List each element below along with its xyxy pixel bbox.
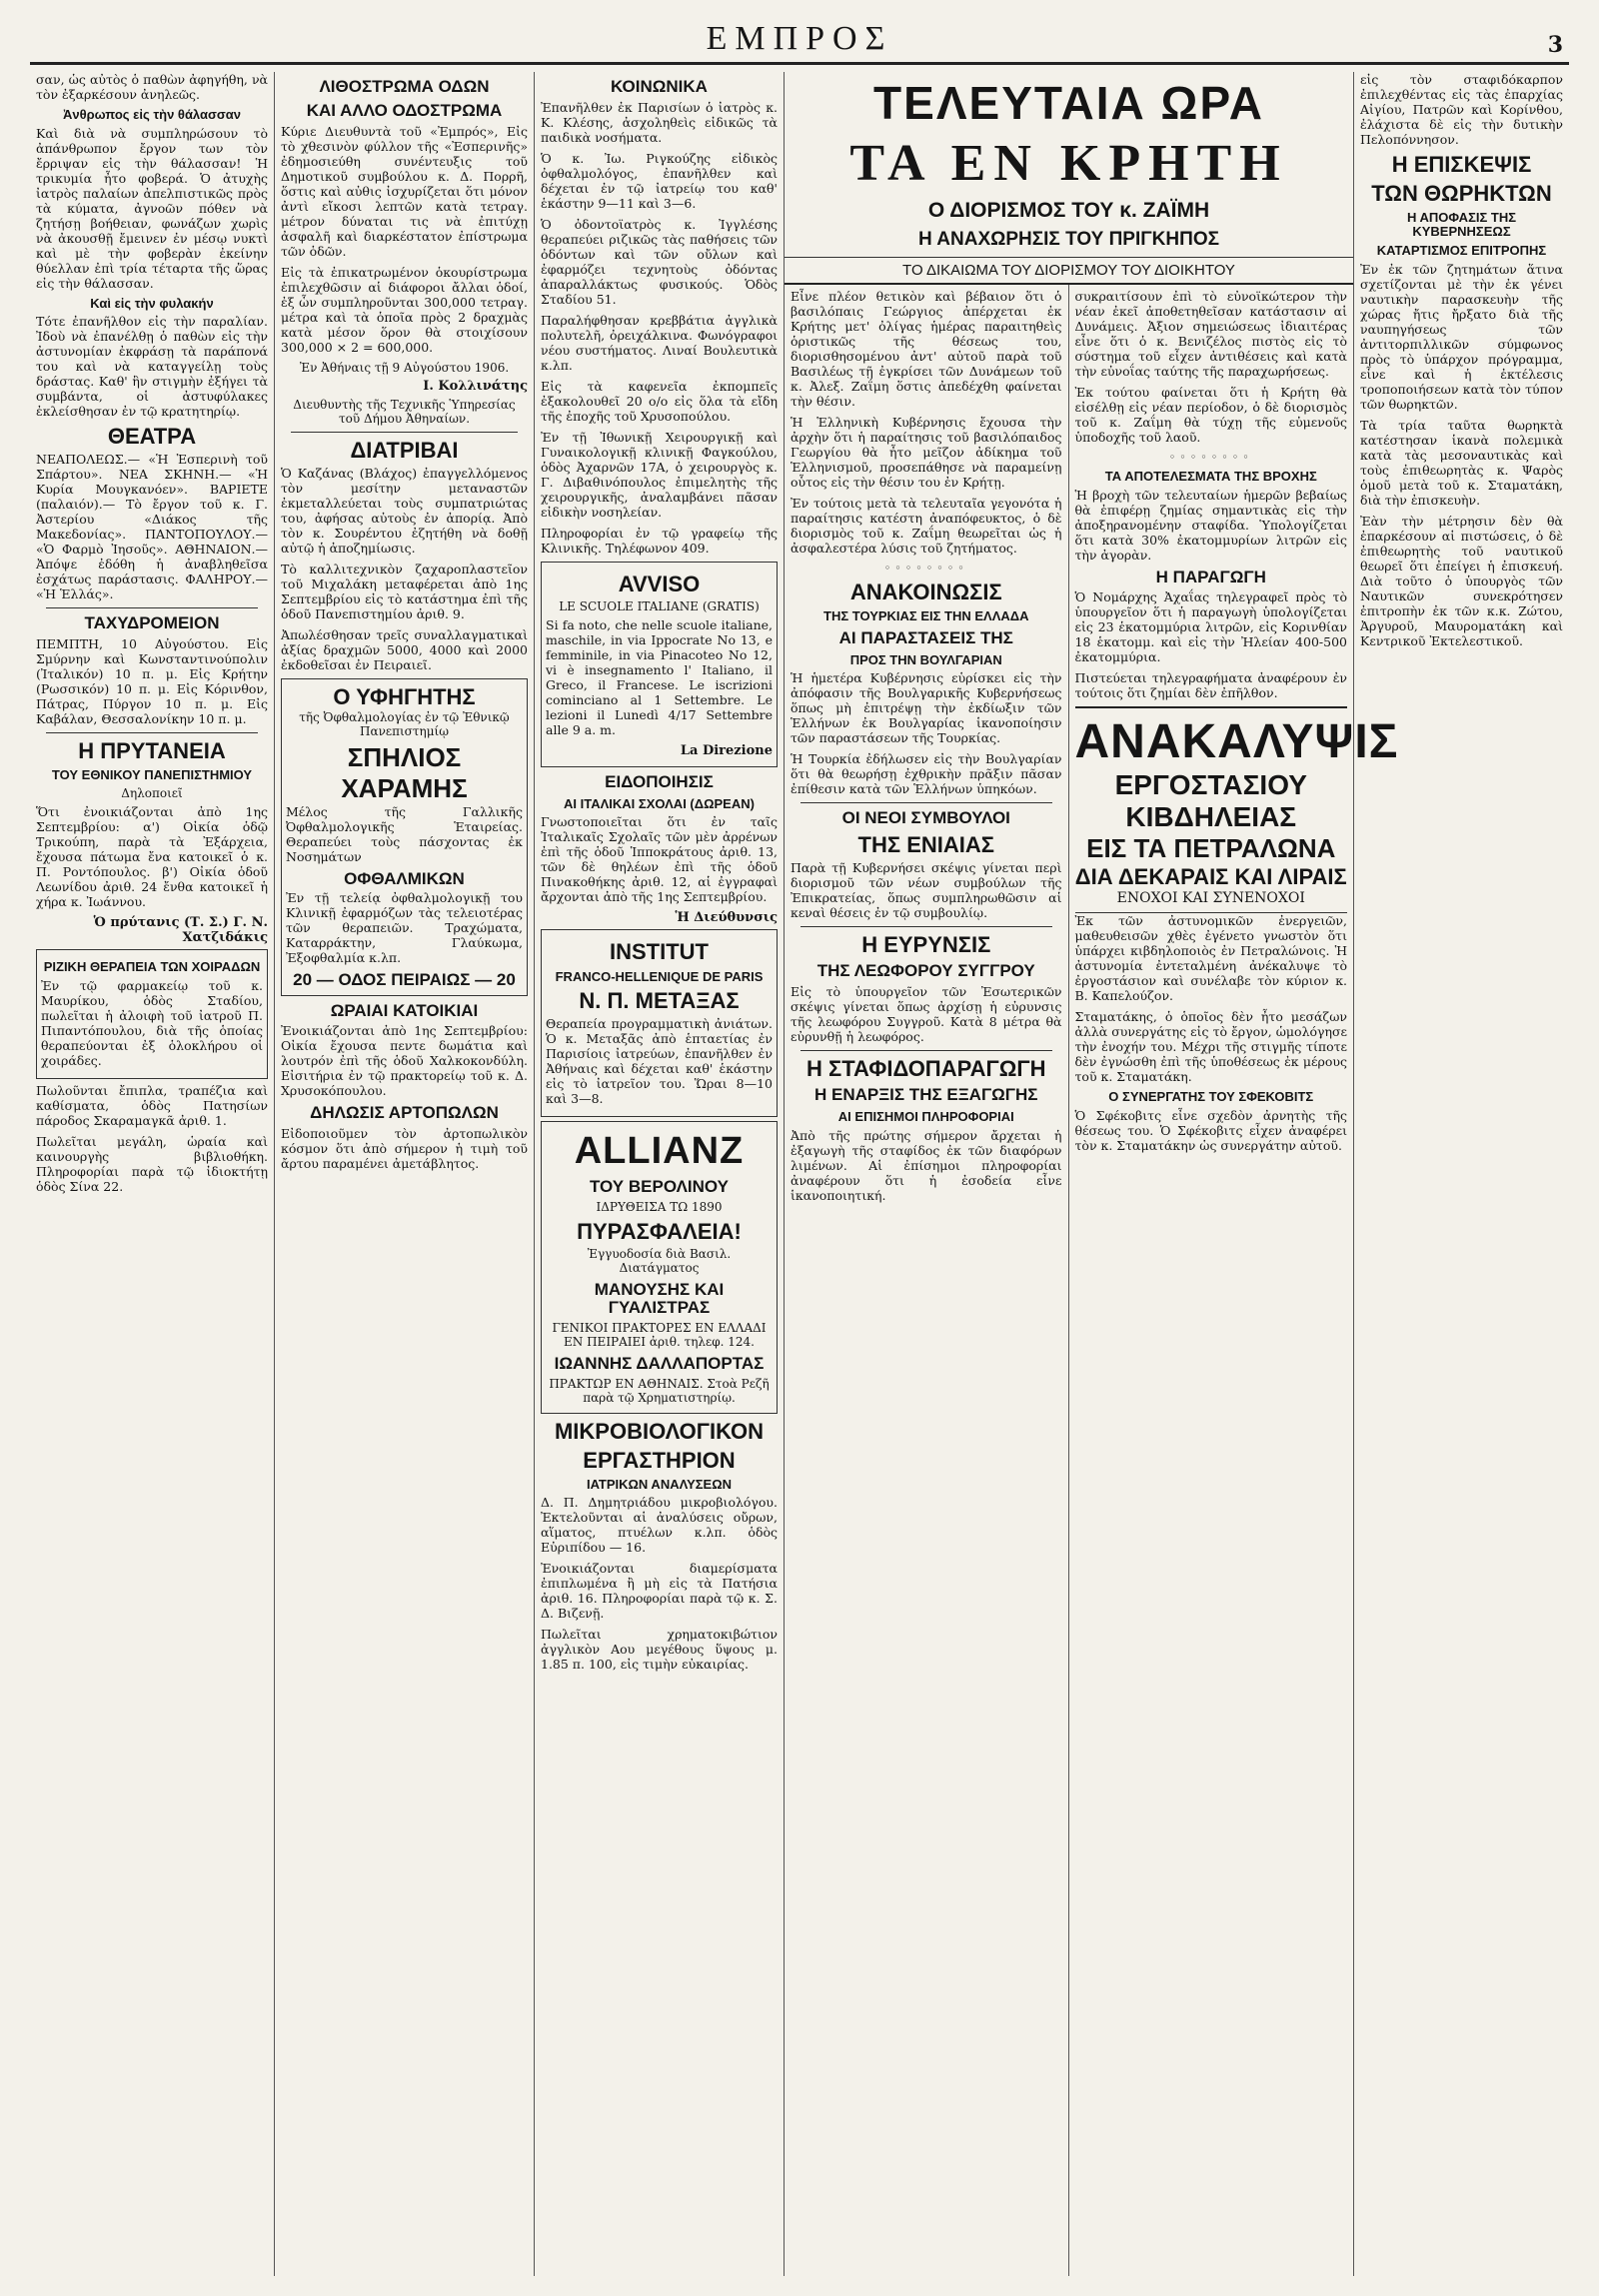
paragraph: Εἶνε πλέον θετικὸν καὶ βέβαιον ὅτι ὁ βασιλόπαις Γεώργιος ἀπέρχεται ἐκ Κρήτης μετ' ὀλίγας ἡμέρας παραιτηθεὶς ὁριστικῶς τῆς θέσεως του, διορισθησομένου ἀντ' αὐτοῦ παρὰ τοῦ Βασιλέως τῇ ἐγκρίσει τῶν Δυνάμεων τοῦ κ. Ἀλεξ. Ζαΐμη ὅστις ἀπεδέχθη φαίνεται τὴν θέσιν.: [791, 289, 1062, 409]
headline-departure: Η ΑΝΑΧΩΡΗΣΙΣ ΤΟΥ ΠΡΙΓΚΗΠΟΣ: [917, 229, 1220, 250]
advert-name: ΧΑΡΑΜΗΣ: [341, 772, 468, 803]
headline-coins: ΔΙΑ ΔΕΚΑΡΑΙΣ ΚΑΙ ΛΙΡΑΙΣ: [1074, 864, 1347, 890]
section-heading-theatre: ΘΕΑΤΡΑ: [107, 424, 197, 450]
paragraph: Ἐνοικιάζονται ἀπὸ 1ης Σεπτεμβρίου: Οἰκία ἔχουσα πεντε δωμάτια καὶ λουτρόν ἐπὶ τῆς ὁδοῦ Χαλκοκονδύλη. Εἰσιτήρια ἐν τῷ πρακτορείῳ τοῦ κ. Δ. Χρυσοκόπουλου.: [281, 1023, 528, 1099]
advert-heading: INSTITUT: [610, 939, 709, 965]
classified: Πωλεῖται χρηματοκιβώτιον ἀγγλικὸν Αου μεγέθους ὕψους μ. 1.85 π. 100, εἰς τιμὴν εὐκαιρίας.: [541, 1627, 778, 1673]
paragraph: Εἰς τὸ ὑπουργεῖον τῶν Ἐσωτερικῶν σκέψις γίνεται ὅπως ἀρχίσῃ ἡ εὐρυνσις τῆς λεωφόρου Συγγροῦ. Κατὰ 8 μέτρα θὰ εὐρυνθῇ ἡ λεωφόρος.: [791, 984, 1062, 1045]
paragraph: Τὸ καλλιτεχνικὸν ζαχαροπλαστεῖον τοῦ Μιχαλάκη μεταφέρεται ἀπὸ 1ης Σεπτεμβρίου εἰς τὸ κατάστημα ἐπὶ τῆς ὁδοῦ Πανεπιστημίου ἀριθ. 9.: [281, 561, 528, 621]
subheading: Ἀνθρωπος εἰς τὴν θάλασσαν: [62, 107, 242, 122]
article-heading: ΑΝΑΚΟΙΝΩΣΙΣ: [849, 579, 1002, 604]
advert-note: ΓΕΝΙΚΟΙ ΠΡΑΚΤΟΡΕΣ ΕΝ ΕΛΛΑΔΙ ΕΝ ΠΕΙΡΑΙΕΙ ἀριθ. τηλεφ. 124.: [552, 1320, 767, 1349]
paragraph: Παρὰ τῇ Κυβερνήσει σκέψις γίνεται περὶ διορισμοῦ τῶν νέων συμβούλων τῆς Ἐπικρατείας, ὅπως συμπληρωθῶσιν αἱ κεναὶ θέσεις ἐν τῷ συμβουλίῳ.: [791, 860, 1062, 921]
signature: Ἡ Διεύθυνσις: [675, 910, 778, 926]
paragraph: Ἡ Τουρκία ἐδήλωσεν εἰς τὴν Βουλγαρίαν ὅτι θὰ θεωρήσῃ ἐχθρικὴν πρᾶξιν πᾶσαν ἐπίθεσιν κατὰ τῶν Ἑλλήνων ὑπηκόων.: [791, 751, 1062, 797]
advert-heading: ΕΙΔΟΠΟΙΗΣΙΣ: [605, 771, 714, 791]
paragraph: Ὁ κ. Ἰω. Ριγκούζης εἰδικὸς ὀφθαλμολόγος, ἐπανῆλθεν καὶ δέχεται ἐν τῷ ἰατρείῳ του καθ' ἑκάστην 9—11 καὶ 3—6.: [541, 150, 778, 211]
section-heading: ΔΙΑΤΡΙΒΑΙ: [350, 437, 459, 463]
article-heading: ΟΙ ΝΕΟΙ ΣΥΜΒΟΥΛΟΙ: [841, 808, 1010, 828]
paragraph: Παραλήφθησαν κρεββάτια ἀγγλικὰ πολυτελῆ, ὀρειχάλκινα. Φωνόγραφοι νέου συστήματος. Λιναί Βουλευτικὰ κ.λπ.: [541, 312, 778, 373]
article-subheading: Η ΑΠΟΦΑΣΙΣ ΤΗΣ ΚΥΒΕΡΝΗΣΕΩΣ: [1406, 210, 1517, 239]
signature: Ὁ πρύτανις (Τ. Σ.) Γ. Ν. Χατζιδάκις: [93, 914, 268, 945]
advert-name: ΣΠΗΛΙΟΣ: [347, 741, 462, 772]
advert-heading: ΠΥΡΑΣΦΑΛΕΙΑ!: [577, 1218, 742, 1244]
advert-subheading: ΙΑΤΡΙΚΩΝ ΑΝΑΛΥΣΕΩΝ: [586, 1476, 733, 1492]
article-heading: ΤΑ ΑΠΟΤΕΛΕΣΜΑΤΑ ΤΗΣ ΒΡΟΧΗΣ: [1104, 469, 1317, 484]
paragraph: Ἡ Ἑλληνικὴ Κυβέρνησις ἔχουσα τὴν ἀρχὴν ὅτι ἡ παραίτησις τοῦ βασιλόπαιδος Γεωργίου θὰ ἦτο μεῖζον ἀδίκημα τοῦ Ἑλληνισμοῦ, προσεπάθησε νὰ παραμείνῃ οὗτος εἰς τὴν θέσιν του ἐν Κρήτῃ.: [791, 415, 1062, 490]
divider: [800, 802, 1052, 803]
paragraph: Ἐκ τούτου φαίνεται ὅτι ἡ Κρήτη θὰ εἰσέλθῃ εἰς νέαν περίοδον, ὁ δὲ διορισμὸς τοῦ κ. Ζαΐμη θὰ τύχῃ τῆς εὐμενοῦς ὑποδοχῆς τοῦ λαοῦ.: [1074, 385, 1347, 445]
divider: [46, 732, 258, 733]
columns: [30, 72, 1569, 2276]
paragraph: Θεραπεία προγραμματικὴ ἀνιάτων. Ὁ κ. Μεταξᾶς ἀπὸ ἑπταετίας ἐν Παρισίοις ἰατρεύων, ἐπανῆλθεν ἐν Ἀθήναις καὶ δέχεται καθ' ἑκάστην εἰς τὸ ἰατρεῖον του. Ὥραι 8—10 καὶ 3—8.: [546, 1016, 773, 1107]
advert-heading: ΔΗΛΩΣΙΣ ΑΡΤΟΠΩΛΩΝ: [310, 1103, 499, 1123]
paragraph: συκραιτίσουν ἐπὶ τὸ εὐνοϊκώτερον τὴν νέαν ἐκεῖ ἀποθετηθεῖσαν κατάστασιν αἱ Δυνάμεις. Ἀξιον σημειώσεως ἰδιαιτέρας εἶνε ὅτι ὁ κ. Βενιζέλος πιστὸς εἰς τὸ σύστημα τοῦ εἶχεν ἀντιθέσεις καὶ κατὰ τὴν εὐνοΐας ταύτης τῆς παραχωρήσεως.: [1074, 289, 1347, 379]
advert-box: [541, 929, 778, 1117]
article-heading: Η ΕΥΡΥΝΣΙΣ: [861, 932, 991, 958]
article-heading: Η ΣΤΑΦΙΔΟΠΑΡΑΓΩΓΗ: [806, 1056, 1046, 1082]
advert-subheading: τῆς Ὀφθαλμολογίας ἐν τῷ Ἐθνικῷ Πανεπιστημίῳ: [299, 709, 510, 738]
paragraph: Ὁ ὀδοντοϊατρὸς κ. Ἰγγλέσης θεραπεύει ριζικῶς τὰς παθήσεις τῶν ὀδόντων καὶ τῶν οὔλων καὶ ἐφαρμόζει τεχνητοὺς ὀδόντας ἀπαραλλάκτως φυσικούς. Ὁδὸς Σταδίου 51.: [541, 216, 778, 307]
main-headline-banner: [785, 72, 1353, 285]
divider: [291, 432, 518, 433]
headline-right: ΤΟ ΔΙΚΑΙΩΜΑ ΤΟΥ ΔΙΟΡΙΣΜΟΥ ΤΟΥ ΔΙΟΙΚΗΤΟΥ: [785, 257, 1353, 279]
paragraph: Εἰς τὰ ἐπικατρωμένον ὁκουρίστρωμα ἐπιλεχθῶσιν αἱ διάφοροι ἄλλαι ὁδοί, ἐξ ὧν συμπληροῦνται 300,000 τετραγ. μέτρα καὶ τὰ ὁποῖα πρὸς 2 δραχμὰς κατὰ μέσον ὅρον θὰ στοιχίσουν 300,000 × 2 = 600,000.: [281, 264, 528, 355]
signature: Ι. Κολλινάτης: [423, 378, 528, 394]
paragraph: Ἡ βροχὴ τῶν τελευταίων ἡμερῶν βεβαίως θὰ ἐπιφέρῃ ζημίας σημαντικὰς εἰς τὴν ἀποξηρανομένην σταφίδα. Ὑπολογίζεται ὅτι κατὰ 30% ἐκατομμυρίων λιτρῶν εἰς τὴν ἀγορὰν.: [1074, 487, 1347, 563]
paragraph: σαν, ὡς αὐτὸς ὁ παθὼν ἀφηγήθη, νὰ τὸν ἐξαρκέσουν ἀνηλεῶς.: [36, 72, 268, 102]
article-subheading: Η ΕΝΑΡΞΙΣ ΤΗΣ ΕΞΑΓΩΓΗΣ: [813, 1085, 1038, 1105]
advert-box: [281, 678, 528, 996]
paragraph: εἰς τὸν σταφιδόκαρπον ἐπιλεχθέντας εἰς τὰς ἐπαρχίας Αἰγίου, Πατρῶν καὶ Κορίνθου, ἐλάχιστα δὲ εἰς τὴν δυτικὴν Πελοπόννησον.: [1360, 72, 1563, 147]
article-heading: Ο ΣΥΝΕΡΓΑΤΗΣ ΤΟΥ ΣΦΕΚΟΒΙΤΣ: [1108, 1089, 1314, 1105]
notice-subheading: ΤΟΥ ΕΘΝΙΚΟΥ ΠΑΝΕΠΙΣΤΗΜΙΟΥ: [51, 767, 253, 783]
paragraph: Πιστεύεται τηλεγραφήματα ἀναφέρουν ἐν τούτοις ὅτι ζημίαι δὲν ἐπῆλθον.: [1074, 670, 1347, 701]
advert-subheading: ΑΙ ΙΤΑΛΙΚΑΙ ΣΧΟΛΑΙ (ΔΩΡΕΑΝ): [564, 795, 755, 811]
article-subheading: ΠΡΟΣ ΤΗΝ ΒΟΥΛΓΑΡΙΑΝ: [849, 651, 1002, 667]
paragraph: Πληροφορίαι ἐν τῷ γραφείῳ τῆς Κλινικῆς. Τηλέφωνον 409.: [541, 525, 778, 556]
article-heading: ΤΗΣ ΕΝΙΑΙΑΣ: [857, 832, 994, 858]
paragraph: Ἐν τῷ φαρμακείῳ τοῦ κ. Μαυρίκου, ὁδὸς Σταδίου, πωλεῖται ἡ ἀλοιφὴ τοῦ ἰατροῦ Π. Πιπαντόπουλου, διὰ τῆς ὁποίας θεραπεύονται ἐξ ὁλοκλήρου οἱ χοιράδες.: [41, 977, 263, 1068]
paragraph: Τὰ τρία ταῦτα θωρηκτὰ κατέστησαν ἱκανὰ πολεμικὰ κατὰ τὰς μεσοναυτικὰς καὶ τοὺς ἐπιθεωρητὰς κ. Ψαρὸς ὁμοῦ μετὰ τοῦ κ. Σταματάκη, διὰ τὴν ἐπισκευὴν.: [1360, 418, 1563, 509]
article-heading: ΛΙΘΟΣΤΡΩΜΑ ΟΔΩΝ: [319, 77, 490, 96]
paragraph: Ἀπωλέσθησαν τρεῖς συναλλαγματικαὶ ἀξίας δραχμῶν 5000, 4000 καὶ 2000 ἐκδοθεῖσαι ἐν Πειραιεῖ.: [281, 626, 528, 672]
paragraph: Μέλος τῆς Γαλλικῆς Ὀφθαλμολογικῆς Ἑταιρείας. Θεραπεύει τοὺς πάσχοντας ἐκ Νοσημάτων: [286, 803, 523, 864]
theatre-listings: ΝΕΑΠΟΛΕΩΣ.— «Ἡ Ἑσπερινὴ τοῦ Σπάρτου». ΝΕΑ ΣΚΗΝΗ.— «Ἡ Κυρία Μουγκανόεν». ΒΑΡΙΕΤΕ (παλαιόν).— Τὸ ἔργον τοῦ κ. Γ. Ἀστερίου «Διάκος τῆς Μακεδονίας». ΠΑΝΤΟΠΟΥΛΟΥ.— «Ὁ Φαρμὸ Ἰησοῦς». ΑΘΗΝΑΙΟΝ.— Ἀπόψε ἐδόθη ἡ ἀναβληθεῖσα ἐσχάτως παράστασις. ΦΑΛΗΡΟΥ.— «Ἡ Ἑλλάς».: [36, 452, 268, 602]
article-heading: ΤΩΝ ΘΩΡΗΚΤΩΝ: [1371, 181, 1552, 207]
signature: La Direzione: [680, 742, 773, 758]
advert-heading: AVVISO: [618, 571, 701, 596]
paragraph: Ὁ Καζάνας (Βλάχος) ἐπαγγελλόμενος τὸν μεσίτην μεταναστῶν ἐκμεταλλεύεται τοὺς συμπατριώτας του, ἀφήσας αὐτοὺς ἐν ἀπορίᾳ. Ἀπὸ τὸν κ. Σουρέντου ἐζητήθη νὰ δοθῇ αὐτῷ ἡ ἀποζημίωσις.: [281, 465, 528, 556]
paragraph: Ὅτι ἐνοικιάζονται ἀπὸ 1ης Σεπτεμβρίου: α') Οἰκία ὁδῷ Τρικούπη, παρὰ τὰ Ἐξάρχεια, ἔχουσα πάτωμα ἔνα κατοικεῖ ὁ κ. Π. Ροντόπουλος. β') Οἰκία ὁδοῦ Λεωνίδου ἀριθ. 24 ἔνθα κατοικεῖ ἡ χήρα κ. Ἰωάννου.: [36, 803, 268, 909]
divider: [800, 926, 1052, 927]
paragraph: Ἐν ἐκ τῶν ζητημάτων ἅτινα σχετίζονται μὲ τὴν ἐκ γένει ναυτικὴν παρασκευὴν τῆς χώρας ἤτις ἤρξατο διὰ τῆς ναυπηγήσεως τῶν ἀντιτορπιλλικῶν σύμφωνος πρὸς τὸ ὑπάρχον πρόγραμμα, εἶνε καὶ ἡ ἐκτέλεσις τροποποιήσεων κατὰ τὸν τύπον τῶν θωρηκτῶν.: [1360, 262, 1563, 413]
advert-box: [541, 562, 778, 767]
article-subheading: ΤΗΣ ΛΕΩΦΟΡΟΥ ΣΥΓΓΡΟΥ: [816, 961, 1035, 981]
paragraph: Σταματάκης, ὁ ὁποῖος δὲν ἦτο μεσάζων ἀλλὰ συνεργάτης εἰς τὸ ἔργον, ὡμολόγησε τὴν ἐνοχήν του. Μέχρι τῆς στιγμῆς τίποτε δὲν ἐγνώσθη ἐπὶ τῆς ὑποθέσεως ἐκ μέρους τοῦ κ. Σταματάκη.: [1074, 1009, 1347, 1085]
headline-counterfeit: ΕΡΓΟΣΤΑΣΙΟΥ ΚΙΒΔΗΛΕΙΑΣ: [1114, 769, 1307, 833]
headline-appointment: Ο ΔΙΟΡΙΣΜΟΣ ΤΟΥ κ. ΖΑΪΜΗ: [927, 199, 1210, 222]
advert-heading: ΕΡΓΑΣΤΗΡΙΟΝ: [583, 1447, 736, 1473]
paragraph: Ἐν τῇ τελείᾳ ὀφθαλμολογικῇ του Κλινικῇ ἐφαρμόζων τὰς τελειοτέρας τῶν θεραπειῶν. Τραχώματα, Καταρράκτην, Γλαύκωμα, Ἐξοφθαλμία κ.λπ.: [286, 889, 523, 965]
advert-subheading: FRANCO-HELLENIQUE DE PARIS: [555, 968, 764, 984]
notice-heading: Η ΠΡΥΤΑΝΕΙΑ: [78, 738, 226, 764]
column-3: [535, 72, 785, 2276]
paragraph: Κύριε Διευθυντὰ τοῦ «Ἐμπρός», Εἰς τὸ χθεσινὸν φύλλον τῆς «Ἐσπερινῆς» ἐδημοσιεύθη συνέντευξις τοῦ Δημοτικοῦ συμβούλου κ. Δ. Πορρῆ, ὅστις καὶ αὐθις ἰσχυρίζεται ὅτι μόνον ἀντὶ εἴκοσι λεπτῶν κατὰ τετραγ. μέτρον δύναται τις νὰ ἐπιτύχῃ ἀσφαλῆ καὶ διαρκέστατον ἐπίστρωμα τῶν ὁδῶν.: [281, 123, 528, 259]
classified: Πωλεῖται μεγάλη, ὡραία καὶ καινουργὴς βιβλιοθήκη. Πληροφορίαι παρὰ τῷ ἰδιοκτήτῃ ὁδὸς Σίνα 22.: [36, 1133, 268, 1194]
dateline: Ἐν Ἀθήναις τῇ 9 Αὐγούστου 1906.: [299, 360, 510, 375]
paragraph: Si fa noto, che nelle scuole italiane, maschile, in via Ippocrate No 13, e femminile, in via Pinacoteo No 12, vi è insegnamento l' Italiano, il Greco, il Francese. Le iscrizioni cominciano al 1 Settembre. Le lezioni il Lunedì 4/17 Settembre alle 9 a. m.: [546, 616, 773, 737]
classified: Ἐνοικιάζονται διαμερίσματα ἐπιπλωμένα ἢ μὴ εἰς τὰ Πατήσια ἀριθ. 16. Πληροφορίαι παρὰ τῷ κ. Σ. Δ. Βιζενῇ.: [541, 1561, 778, 1622]
article-heading: Η ΠΑΡΑΓΩΓΗ: [1155, 567, 1266, 586]
advert-note: ΠΡΑΚΤΩΡ ΕΝ ΑΘΗΝΑΙΣ. Στοὰ Ρεζῆ παρὰ τῷ Χρηματιστηρίῳ.: [549, 1376, 770, 1405]
advert-address: 20 — ΟΔΟΣ ΠΕΙΡΑΙΩΣ — 20: [293, 969, 516, 989]
article-subheading: ΤΗΣ ΤΟΥΡΚΙΑΣ ΕΙΣ ΤΗΝ ΕΛΛΑΔΑ: [823, 608, 1029, 624]
paragraph: Ἐπανῆλθεν ἐκ Παρισίων ὁ ἰατρὸς κ. Κ. Κλέσης, ἀσχοληθεὶς εἰδικῶς τὰ παιδικὰ νοσήματα.: [541, 99, 778, 145]
advert-box: [541, 1121, 778, 1413]
signature-title: Διευθυντὴς τῆς Τεχνικῆς Ὑπηρεσίας τοῦ Δήμου Ἀθηναίων.: [293, 397, 516, 426]
paragraph: Ὁ Νομάρχης Ἀχαΐας τηλεγραφεῖ πρὸς τὸ ὑπουργεῖον ὅτι ἡ παραγωγὴ ὑπολογίζεται εἰς 23 ἑκατομμύρια λιτρῶν, εἰς Κορινθίαν 18 ἑκατομμ. καὶ εἰς τὴν Ἠλείαν 400-500 ἐκατομμύρια.: [1074, 589, 1347, 665]
news-split: [785, 285, 1399, 2276]
column-5: [1069, 285, 1399, 2276]
headline-petralona: ΕΙΣ ΤΑ ΠΕΤΡΑΛΩΝΑ: [1086, 833, 1336, 864]
headline-accomplices: ΕΝΟΧΟΙ ΚΑΙ ΣΥΝΕΝΟΧΟΙ: [1116, 890, 1305, 907]
paragraph: Ἐν τούτοις μετὰ τὰ τελευταῖα γεγονότα ἡ παραίτησις κατέστη ἀναπόφευκτος, ὁ δὲ διορισμὸς τοῦ κ. Ζαΐμη θεωρεῖται ὡς ἡ ἀσφαλεστέρα λύσις τοῦ ζητήματος.: [791, 496, 1062, 556]
section-heading-post: ΤΑΧΥΔΡΟΜΕΙΟΝ: [84, 613, 220, 633]
column-2: [275, 72, 535, 2276]
advert-heading: ΜΙΚΡΟΒΙΟΛΟΓΙΚΟΝ: [554, 1418, 765, 1444]
headline-crete: ΤΑ ΕΝ ΚΡΗΤΗ: [849, 135, 1288, 192]
advert-heading: ΡΙΖΙΚΗ ΘΕΡΑΠΕΙΑ ΤΩΝ ΧΟΙΡΑΔΩΝ: [43, 958, 261, 974]
paragraph: Ἀπὸ τῆς πρώτης σήμερον ἄρχεται ἡ ἐξαγωγὴ τῆς σταφίδος ἐκ τῶν διαφόρων λιμένων. Αἱ ἐπίσημοι πληροφορίαι ἀναφέρουν ὅτι ἡ ἐσοδεία εἶνε ἱκανοποιητική.: [791, 1127, 1062, 1203]
paragraph: Καὶ διὰ νὰ συμπληρώσουν τὸ ἀπάνθρωπον ἔργον των τὸν ἔρριψαν εἰς τὴν θάλασσαν! Ἡ τρικυμία ἦτο φοβερά. Ὁ ἀτυχὴς ἰατρὸς παλαίων ἀπελπιστικῶς πρὸς τὰ κύματα, ἀγνοῶν πόθεν νὰ ζητήσῃ βοήθειαν, φωνάζων χωρὶς νὰ ἀκουσθῇ ἔμεινεν ἐν μέσῳ νυκτὶ καὶ μὲ τὴν φοβερὰν ἐκείνην θύελλαν ἐπὶ τρία τέταρτα τῆς ὥρας εἰς τὴν θάλασσαν.: [36, 125, 268, 291]
paragraph: Εἰδοποιοῦμεν τὸν ἀρτοπωλικὸν κόσμον ὅτι ἀπὸ σήμερον ἡ τιμὴ τοῦ ἄρτου παραμένει ἀμετάβλητος.: [281, 1126, 528, 1172]
article-subheading: ΑΙ ΕΠΙΣΗΜΟΙ ΠΛΗΡΟΦΟΡΙΑΙ: [837, 1109, 1014, 1125]
divider: [46, 607, 258, 608]
paragraph: Τότε ἐπανῆλθον εἰς τὴν παραλίαν. Ἰδοὺ νὰ ἐπανέλθῃ ὁ παθὼν εἰς τὴν ἀστυνομίαν ἐκφράσῃ τὰ παράπονά του καὶ νὰ καταγγείλῃ τοὺς δράστας. Καθ' ἣν στιγμὴν ἐξήγει τὰ συμβάντα, οἱ ἀστυφύλακες ἐκλείσθησαν ἐν τῷ κρατητηρίῳ.: [36, 314, 268, 420]
advert-box: [36, 949, 268, 1079]
advert-name: ΙΩΑΝΝΗΣ ΔΑΛΛΑΠΟΡΤΑΣ: [554, 1353, 765, 1373]
advert-heading: ΟΦΘΑΛΜΙΚΩΝ: [344, 868, 465, 888]
page-number: 3: [1547, 32, 1563, 58]
paragraph: Εἰς τὰ καφενεῖα ἐκπομπεῖς ἐξακολουθεῖ 20 ο/ο εἰς ὅλα τὰ εἴδη τῆς ἐποχῆς τοῦ Χρυσοπούλου.: [541, 378, 778, 424]
subheading: Καὶ εἰς τὴν φυλακήν: [90, 295, 214, 311]
notice-subheading: Δηλοποιεῖ: [121, 785, 183, 800]
section-heading: ΚΟΙΝΩΝΙΚΑ: [611, 77, 708, 96]
classified: Πωλοῦνται ἔπιπλα, τραπέζια καὶ καθίσματα, ὁδὸς Πατησίων πάροδος Σκαραμαγκᾶ ἀριθ. 1.: [36, 1082, 268, 1128]
paragraph: Ἐν τῇ Ἰθωνικῇ Χειρουργικῇ καὶ Γυναικολογικῇ κλινικῇ Φαγκούλου, ὁδὸς Ἀχαρνῶν 17Α, ὁ χειρουργὸς κ. Γ. Διβαθινόπουλος ἐπιμελητὴς τῆς χειρουργικῆς, ἀναλαμβάνει πᾶσαν εἰδικὴν νοσηλείαν.: [541, 429, 778, 520]
paragraph: Ἐὰν τὴν μέτρησιν δὲν θὰ ἐπαρκέσουν αἱ πιστώσεις, ὁ δὲ ἐπιθεωρητὴς τοῦ ναυτικοῦ θεωρεῖ ὅτι ἐπείγει ἡ ἐπισκευή. Διὰ τοῦτο ὁ ὑπουργὸς τῶν Ναυτικῶν συνεκρότησεν ἐπιτροπὴν ἐκ τῶν κ.κ. Ζώτου, Ἀργυροῦ, Μαυροματάκη καὶ Κεντρικοῦ Ἐκτελεστικοῦ.: [1360, 514, 1563, 649]
headline-last-hour: ΤΕΛΕΥΤΑΙΑ ΩΡΑ: [873, 77, 1264, 129]
article-heading: ΚΑΙ ΑΛΛΟ ΟΔΟΣΤΡΩΜΑ: [306, 100, 503, 120]
article-heading: Η ΕΠΙΣΚΕΨΙΣ: [1391, 152, 1532, 177]
paragraph: Γνωστοποιεῖται ὅτι ἐν ταῖς Ἰταλικαῖς Σχολαῖς τῶν μὲν ἀρρένων ἐπὶ τῆς ὁδοῦ Ἱπποκράτους ἀριθ. 13, τῶν δὲ θηλέων ἐπὶ τῆς ὁδοῦ Πινακοθήκης ἀριθ. 12, αἱ ἐγγραφαὶ ἄρχονται ἀπὸ τῆς 1ης Σεπτεμβρίου.: [541, 814, 778, 905]
paragraph: Ἐκ τῶν ἀστυνομικῶν ἐνεργειῶν, μαθευθεισῶν χθὲς ἐγένετο γνωστὸν ὅτι ὑπάρχει κιβδηλοποιὸς ἐν Πετραλώνοις. Ἡ ἀστυνομία ἐντεταλμένη ἀνέκαλυψε τὸ ἐργοστάσιον καὶ συνέλαβε τὸν κύριον κ. Β. Καπελούζον.: [1074, 913, 1347, 1004]
column-6: [1354, 72, 1569, 2276]
advert-subheading: LE SCUOLE ITALIANE (GRATIS): [559, 598, 760, 613]
ornament-divider: ◦◦◦◦◦◦◦◦: [883, 562, 968, 574]
masthead: [30, 10, 1569, 65]
headline-discovery: ΑΝΑΚΑΛΥΨΙΣ: [1074, 715, 1399, 769]
advert-heading: ALLIANZ: [574, 1130, 745, 1173]
advert-note: Ἐγγυοδοσία διὰ Βασιλ. Διατάγματος: [587, 1247, 732, 1276]
newspaper-name: ΕΜΠΡΟΣ: [706, 20, 893, 57]
advert-subheading: ΙΔΡΥΘΕΙΣΑ ΤΩ 1890: [596, 1199, 723, 1214]
divider: [800, 1050, 1052, 1051]
paragraph: Ἡ ἡμετέρα Κυβέρνησις εὑρίσκει εἰς τὴν ἀπόφασιν τῆς Βουλγαρικῆς Κυβερνήσεως ὅπως μὴ ἐπιτρέψῃ τὴν ἐκδίωξιν τῶν Ἑλλήνων ἐκ Βουλγαρίας ἱκανοποίησιν τῶν παραστάσεων τῆς Τουρκίας.: [791, 670, 1062, 746]
main-news-block: [785, 72, 1399, 2276]
paragraph: Ὁ Σφέκοβιτς εἶνε σχεδὸν ἀρνητὴς τῆς θέσεως του. Ὁ Σφέκοβιτς εἶχεν ἀναφέρει τὸν κ. Σταματάκην ὡς συνεργάτην αὐτοῦ.: [1074, 1108, 1347, 1154]
advert-heading: Ο ΥΦΗΓΗΤΗΣ: [333, 683, 476, 709]
column-4: [785, 285, 1069, 2276]
advert-name: Ν. Π. ΜΕΤΑΞΑΣ: [579, 988, 740, 1014]
article-heading: ΑΙ ΠΑΡΑΣΤΑΣΕΙΣ ΤΗΣ: [838, 627, 1013, 647]
paragraph: Δ. Π. Δημητριάδου μικροβιολόγου. Ἐκτελοῦνται αἱ ἀναλύσεις οὔρων, αἵματος, πτυέλων κ.λπ. ὁδὸς Εὐριπίδου — 16.: [541, 1495, 778, 1556]
advert-name: ΜΑΝΟΥΣΗΣ ΚΑΙ ΓΥΑΛΙΣΤΡΑΣ: [594, 1280, 725, 1317]
article-subheading: ΚΑΤΑΡΤΙΣΜΟΣ ΕΠΙΤΡΟΠΗΣ: [1376, 243, 1547, 259]
post-schedule: ΠΕΜΠΤΗ, 10 Αὐγούστου. Εἰς Σμύρνην καὶ Κωνσταντινούπολιν (Ἰταλικόν) 10 π. μ. Εἰς Κρήτην (Ρωσσικόν) 10 π. μ. Εἰς Κόρινθον, Πάτρας, Πύργον 10 π. μ. Εἰς Καβάλαν, Θεσσαλονίκην 10 π. μ.: [36, 636, 268, 727]
advert-subheading: ΤΟΥ ΒΕΡΟΛΙΝΟΥ: [589, 1177, 730, 1197]
advert-heading: ΩΡΑΙΑΙ ΚΑΤΟΙΚΙΑΙ: [330, 1000, 479, 1020]
column-1: [30, 72, 275, 2276]
ornament-divider: ◦◦◦◦◦◦◦◦: [1168, 451, 1253, 464]
discovery-banner: [1074, 706, 1399, 913]
